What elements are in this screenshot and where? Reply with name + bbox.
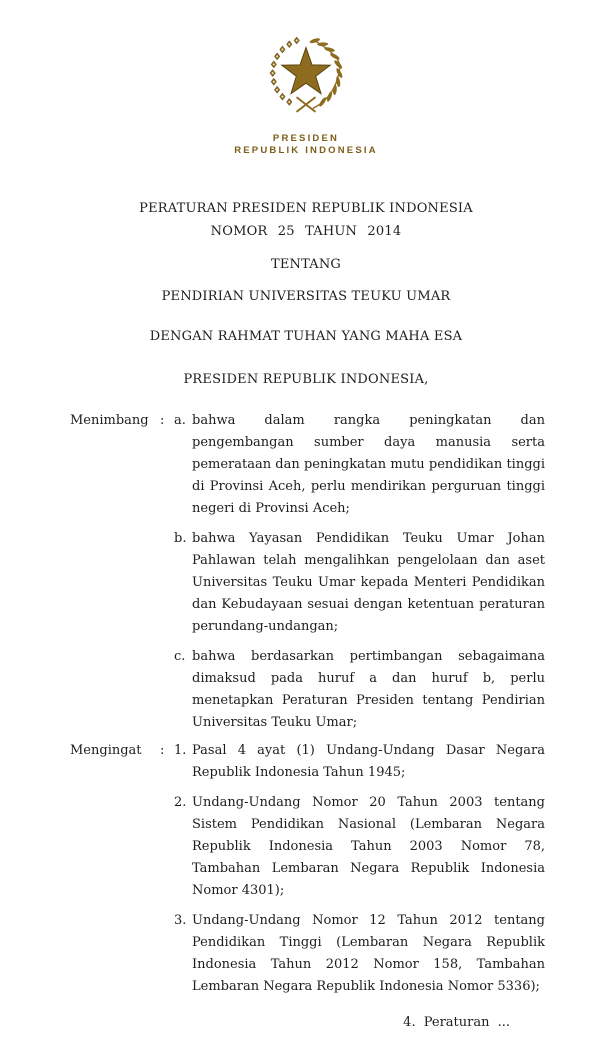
title-block <box>0 197 612 391</box>
letterhead <box>0 33 612 157</box>
item-marker: 2. <box>174 795 187 810</box>
grace-invocation: DENGAN RAHMAT TUHAN YANG MAHA ESA <box>149 329 463 344</box>
letterhead-line-presiden: PRESIDEN <box>272 133 340 144</box>
item-marker: a. <box>174 413 186 428</box>
regulation-number: NOMOR 25 TAHUN 2014 <box>210 224 402 239</box>
item-text: Undang-Undang Nomor 12 Tahun 2012 tentang Pendidikan Tinggi (Lembaran Negara Republik Indonesia Tahun 2012 Nomor 158, Tambahan Lembaran Negara Republik Indonesia Nomor 5336); <box>192 913 545 994</box>
item-marker: b. <box>174 531 187 546</box>
item-text: Pasal 4 ayat (1) Undang-Undang Dasar Negara Republik Indonesia Tahun 1945; <box>192 743 545 780</box>
regulation-subject: PENDIRIAN UNIVERSITAS TEUKU UMAR <box>161 289 451 304</box>
menimbang-items <box>174 410 545 734</box>
presidential-emblem-icon <box>252 33 360 121</box>
item-marker: c. <box>174 649 186 664</box>
page-catchword: 4. Peraturan ... <box>403 1015 510 1030</box>
opening-authority: PRESIDEN REPUBLIK INDONESIA, <box>183 372 429 387</box>
menimbang-label: Menimbang <box>70 413 149 428</box>
mengingat-item <box>174 910 545 998</box>
menimbang-item <box>174 528 545 638</box>
regulation-title: PERATURAN PRESIDEN REPUBLIK INDONESIA <box>139 201 473 216</box>
menimbang-item <box>174 646 545 734</box>
menimbang-item <box>174 410 545 520</box>
item-text: Undang-Undang Nomor 20 Tahun 2003 tentang Sistem Pendidikan Nasional (Lembaran Negara Republik Indonesia Tahun 2003 Nomor 78, Tambahan Lembaran Negara Republik Indonesia Nomor 4301); <box>192 795 545 898</box>
mengingat-label: Mengingat <box>70 743 142 758</box>
item-text: bahwa dalam rangka peningkatan dan pengembangan sumber daya manusia serta pemerataan dan peningkatan mutu pendidikan tinggi di Provinsi Aceh, perlu mendirikan perguruan tinggi negeri di Provinsi Aceh; <box>192 413 545 516</box>
mengingat-colon: : <box>160 743 165 758</box>
menimbang-colon: : <box>160 413 165 428</box>
mengingat-item <box>174 792 545 902</box>
document-page <box>0 33 612 1041</box>
mengingat-items <box>174 740 545 998</box>
mengingat-item <box>174 740 545 784</box>
item-text: bahwa Yayasan Pendidikan Teuku Umar Johan Pahlawan telah mengalihkan pengelolaan dan aset Universitas Teuku Umar kepada Menteri Pendidikan dan Kebudayaan sesuai dengan ketentuan peraturan perundang-undangan; <box>192 531 545 634</box>
mengingat-section <box>70 740 545 998</box>
menimbang-section <box>70 410 545 734</box>
tentang-label: TENTANG <box>270 257 342 272</box>
item-text: bahwa berdasarkan pertimbangan sebagaimana dimaksud pada huruf a dan huruf b, perlu menetapkan Peraturan Presiden tentang Pendirian Universitas Teuku Umar; <box>192 649 545 730</box>
item-marker: 1. <box>174 743 187 758</box>
letterhead-line-republik: REPUBLIK INDONESIA <box>234 145 378 156</box>
item-marker: 3. <box>174 913 187 928</box>
